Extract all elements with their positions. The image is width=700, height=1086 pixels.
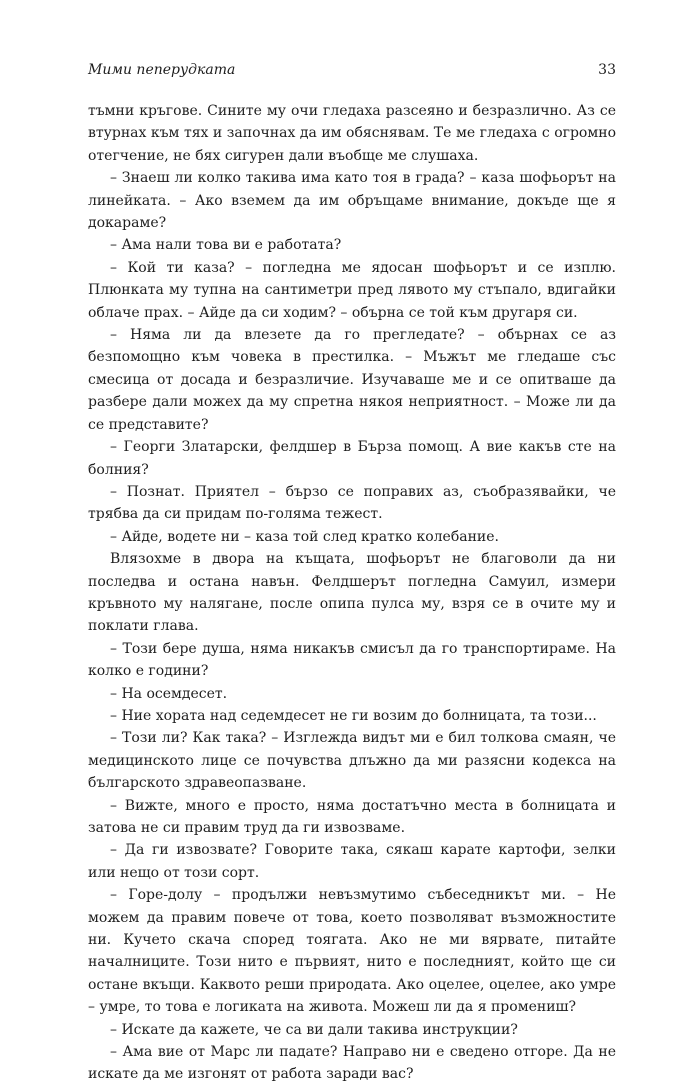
dialogue-line: – Кой ти каза? – погледна ме ядосан шофьорът и се изплю. Плюнката му тупна на сантиметри пред лявото му стъпало, вдигайки облаче прах. – Айде да си ходим? – обърна се той към другаря си. [88, 259, 616, 321]
dialogue-line: – На осемдесет. [110, 685, 228, 702]
running-head [88, 62, 616, 86]
dialogue-line: – Този ли? Как така? – Изглежда видът ми е бил толкова смаян, че медицинското лице се почувства длъжно да ми разясни кодекса на българското здравеопазване. [88, 730, 616, 792]
dialogue-line: – Айде, водете ни – каза той след кратко колебание. [110, 528, 499, 545]
dialogue-line: – Познат. Приятел – бързо се поправих аз, съобразявайки, че трябва да си придам по-голяма тежест. [88, 483, 616, 523]
dialogue-line: – Ние хората над седемдесет не ги возим до болницата, та този... [110, 707, 597, 724]
running-title: Мими пеперудката [88, 62, 236, 78]
dialogue-line: – Искате да кажете, че са ви дали такива инструкции? [110, 1021, 518, 1038]
dialogue-line: – Няма ли да влезете да го прегледате? – обърнах се аз безпомощно към човека в престилка. – Мъжът ме гледаше със смесица от досада и безразличие. Изучаваше ме и се опитваше да разбере дали можех да му спретна някоя неприятност. – Може ли да се представите? [88, 327, 616, 433]
dialogue-line: – Знаеш ли колко такива има като тоя в града? – каза шофьорът на линейката. – Ако вземем да им обръщаме внимание, докъде ще я докараме? [88, 170, 616, 232]
dialogue-line: – Горе-долу – продължи невъзмутимо събеседникът ми. – Не можем да правим повече от това, което позволяват възможностите ни. Кучето скача според тоягата. Ако не ми вярвате, питайте началниците. Този нито е първият, нито е последният, който ще си остане вкъщи. Каквото реши природата. Ако оцелее, оцелее, ако умре – умре, то това е логиката на живота. Можеш ли да я промениш? [88, 887, 616, 1016]
dialogue-line: – Да ги извозвате? Говорите така, сякаш карате картофи, зелки или нещо от този сорт. [88, 842, 616, 881]
dialogue-line: – Ама нали това ви е работата? [110, 237, 342, 254]
dialogue-line: – Ама вие от Марс ли падате? Направо ни е сведено отгоре. Да не искате да ме изгонят от работа заради вас? [88, 1044, 616, 1083]
paragraph: тъмни кръгове. Сините му очи гледаха разсеяно и безразлично. Аз се втурнах към тях и започнах да им обяснявам. Те ме гледаха с огромно отегчение, не бях сигурен дали въобще ме слушаха. [88, 103, 616, 164]
paragraph: Влязохме в двора на къщата, шофьорът не благоволи да ни последва и остана навън. Фелдшерът погледна Самуил, измери кръвното му налягане, после опипа пулса му, взря се в очите му и поклати глава. [88, 551, 616, 635]
body-text [88, 100, 616, 1086]
dialogue-line: – Вижте, много е просто, няма достатъчно места в болницата и затова не си правим труд да ги извозваме. [88, 797, 616, 836]
page-number: 33 [598, 62, 616, 78]
dialogue-line: – Този бере душа, няма никакъв смисъл да го транспортираме. На колко е години? [88, 640, 616, 680]
dialogue-line: – Георги Златарски, фелдшер в Бърза помощ. А вие какъв сте на болния? [88, 439, 616, 478]
